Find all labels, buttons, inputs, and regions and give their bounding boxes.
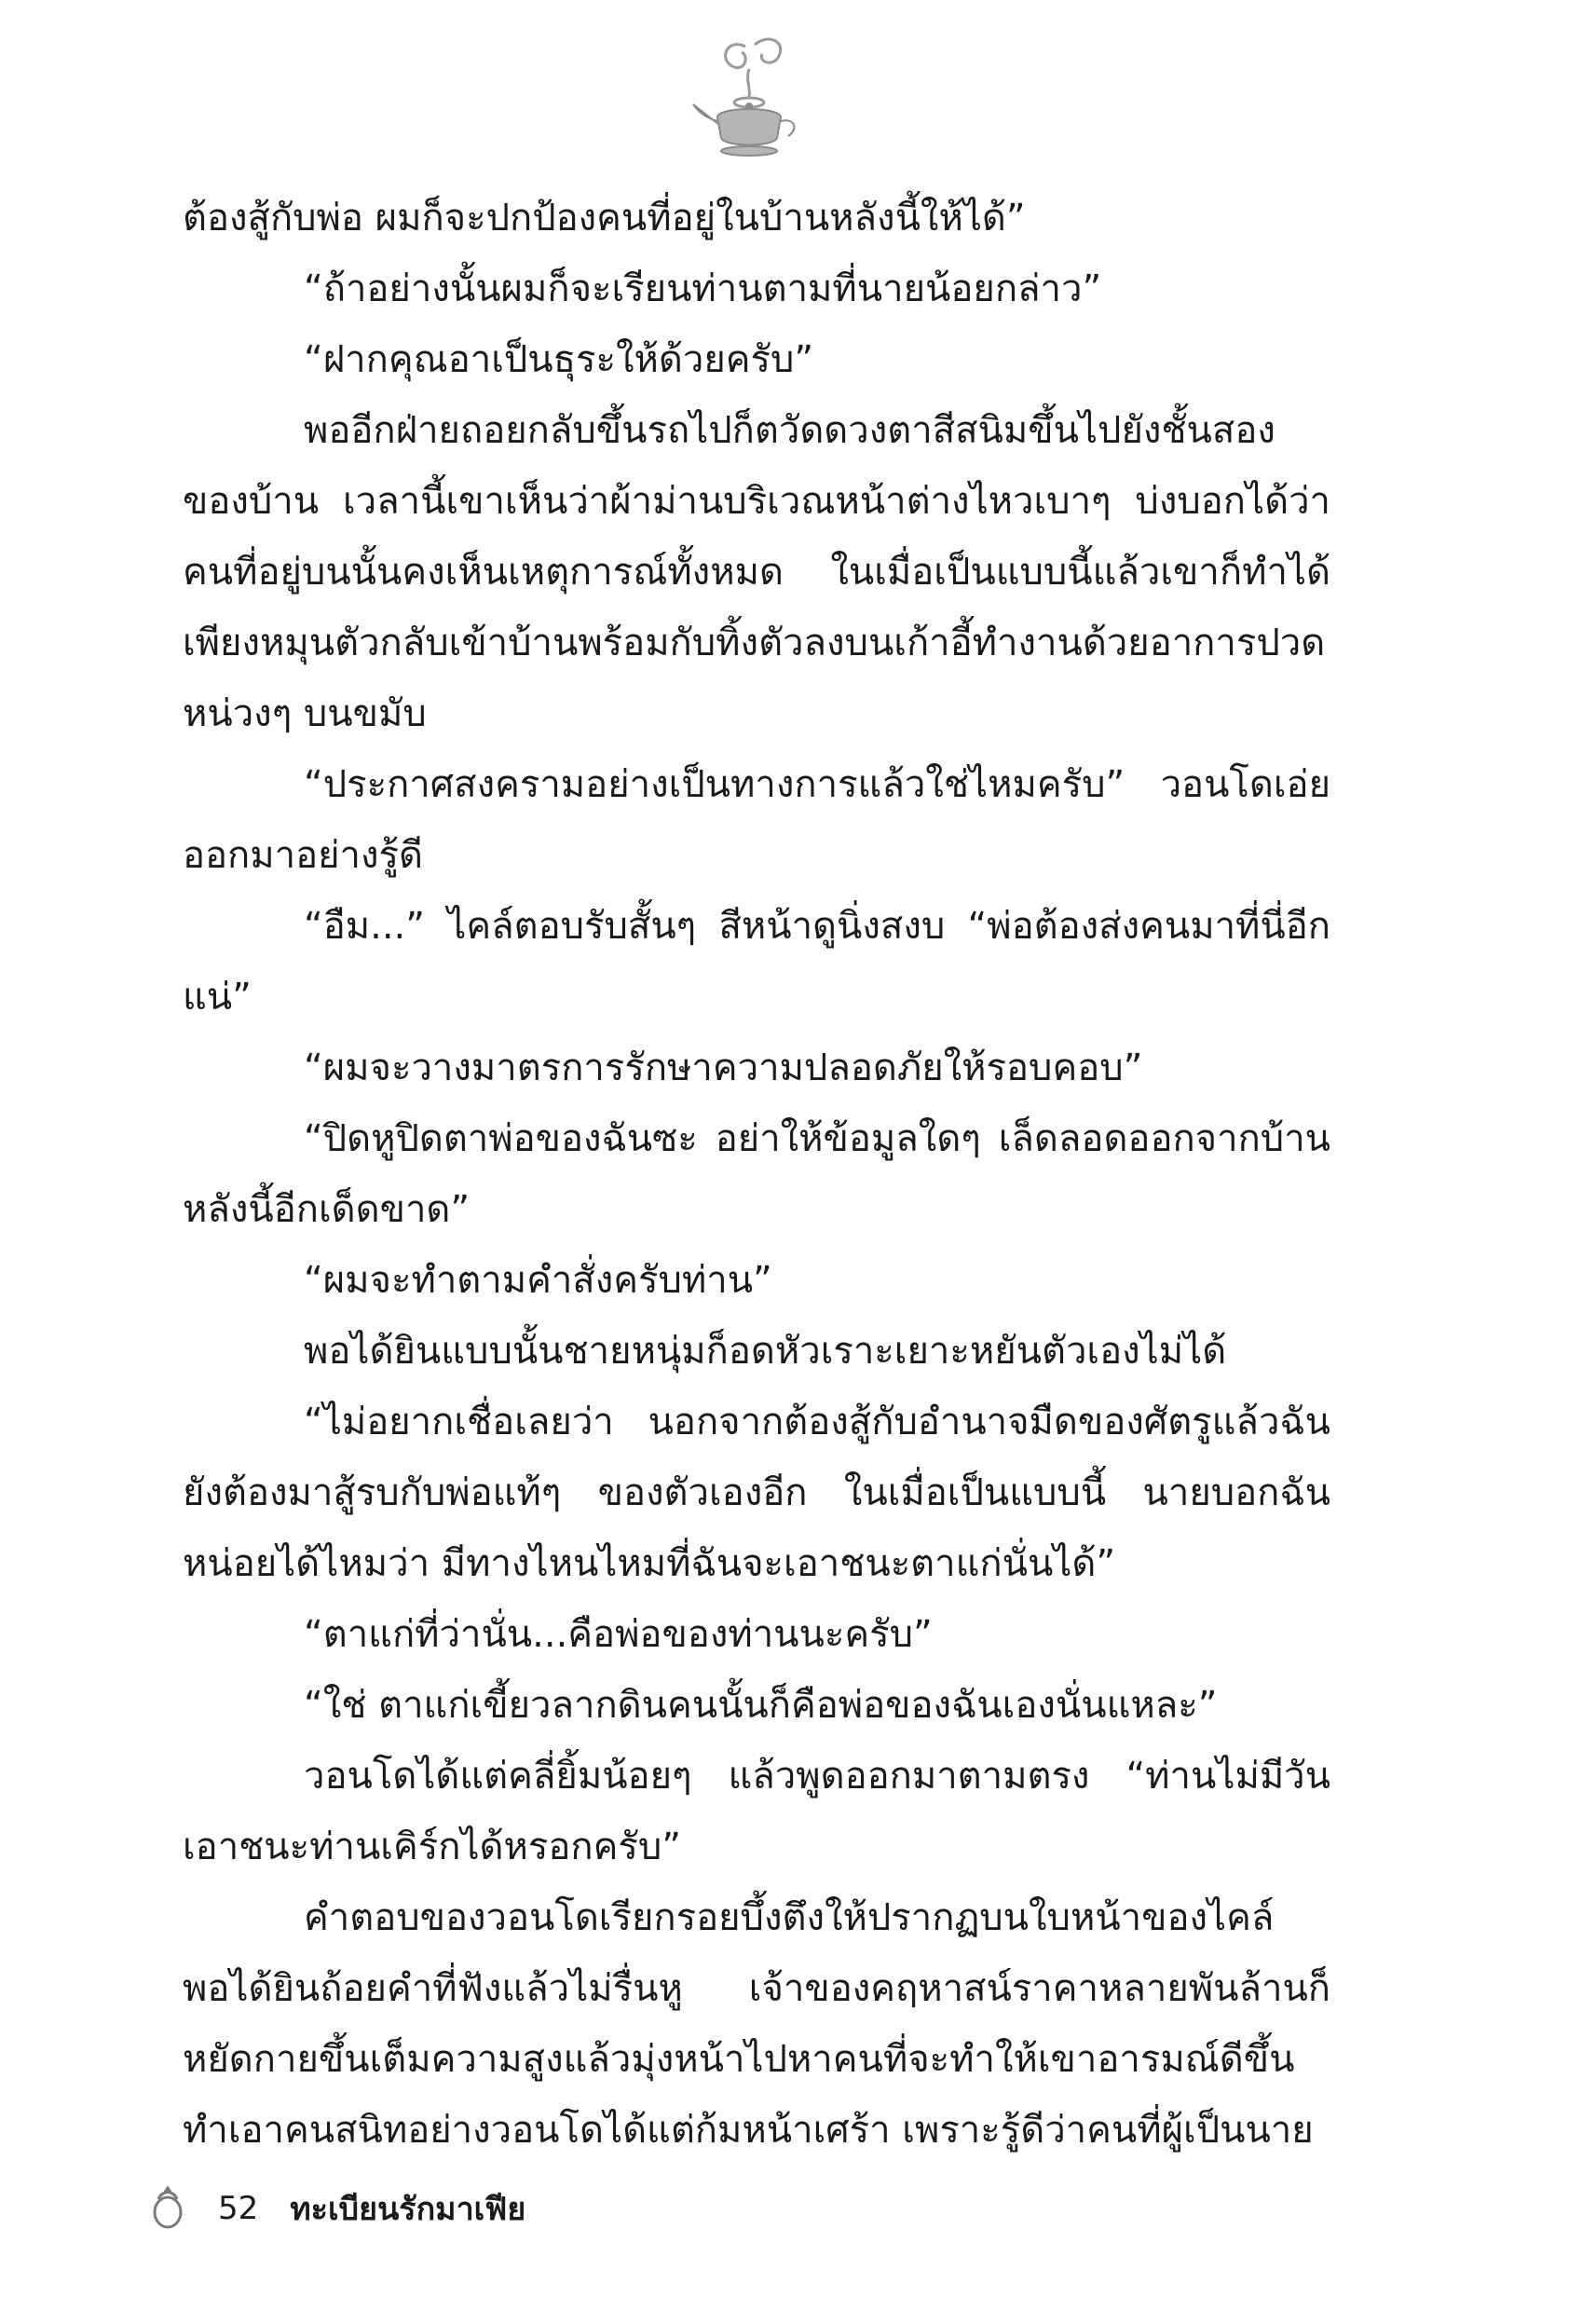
body-text <box>183 183 1330 2166</box>
paragraph: “ใช่ ตาแก่เขี้ยวลากดินคนนั้นก็คือพ่อของฉันเองนั่นแหละ” <box>304 1684 1218 1727</box>
paragraph: “ตาแก่ที่ว่านั่น...คือพ่อของท่านนะครับ” <box>304 1613 933 1656</box>
page-footer <box>149 2181 525 2236</box>
paragraph: “ถ้าอย่างนั้นผมก็จะเรียนท่านตามที่นายน้อยกล่าว” <box>304 267 1102 310</box>
paragraph: ต้องสู้กับพ่อ ผมก็จะปกป้องคนที่อยู่ในบ้านหลังนี้ให้ได้” <box>183 197 1026 239</box>
paragraph: “ฝากคุณอาเป็นธุระให้ด้วยครับ” <box>304 338 814 381</box>
paragraph: พอได้ยินแบบนั้นชายหนุ่มก็อดหัวเราะเยาะหยันตัวเองไม่ได้ <box>304 1330 1227 1373</box>
paragraph: คำตอบของวอนโดเรียกรอยบึ้งตึงให้ปรากฏบนใบหน้าของไคล์พอได้ยินถ้อยคำที่ฟังแล้วไม่รื่นหู เจ้าของคฤหาสน์ราคาหลายพันล้านก็หยัดกายขึ้นเต็มความสูงแล้วมุ่งหน้าไปหาคนที่จะทำให้เขาอารมณ์ดีขึ้นทำเอาคนสนิทอย่างวอนโดได้แต่ก้มหน้าเศร้า เพราะรู้ดีว่าคนที่ผู้เป็นนาย <box>183 1896 1330 2152</box>
ring-ornament-icon <box>149 2186 186 2231</box>
page-number: 52 <box>218 2190 259 2227</box>
paragraph: “ประกาศสงครามอย่างเป็นทางการแล้วใช่ไหมครับ” วอนโดเอ่ยออกมาอย่างรู้ดี <box>183 763 1330 877</box>
paragraph: “ผมจะวางมาตรการรักษาความปลอดภัยให้รอบคอบ” <box>304 1046 1143 1089</box>
paragraph: “ปิดหูปิดตาพ่อของฉันซะ อย่าให้ข้อมูลใดๆ เล็ดลอดออกจากบ้านหลังนี้อีกเด็ดขาด” <box>183 1117 1330 1231</box>
paragraph: วอนโดได้แต่คลี่ยิ้มน้อยๆ แล้วพูดออกมาตามตรง “ท่านไม่มีวันเอาชนะท่านเคิร์กได้หรอกครับ” <box>183 1755 1330 1868</box>
paragraph: “ผมจะทำตามคำสั่งครับท่าน” <box>304 1259 772 1302</box>
paragraph: “ไม่อยากเชื่อเลยว่า นอกจากต้องสู้กับอำนาจมืดของศัตรูแล้วฉันยังต้องมาสู้รบกับพ่อแท้ๆ ของตัวเองอีก ในเมื่อเป็นแบบนี้ นายบอกฉันหน่อยได้ไหมว่า มีทางไหนไหมที่ฉันจะเอาชนะตาแก่นั่นได้” <box>183 1401 1330 1585</box>
book-title: ทะเบียนรักมาเฟีย <box>290 2191 526 2228</box>
paragraph: “อืม...” ไคล์ตอบรับสั้นๆ สีหน้าดูนิ่งสงบ “พ่อต้องส่งคนมาที่นี่อีกแน่” <box>183 905 1330 1019</box>
paragraph: พออีกฝ่ายถอยกลับขึ้นรถไปก็ตวัดดวงตาสีสนิมขึ้นไปยังชั้นสองของบ้าน เวลานี้เขาเห็นว่าผ้าม่านบริเวณหน้าต่างไหวเบาๆ บ่งบอกได้ว่าคนที่อยู่บนนั้นคงเห็นเหตุการณ์ทั้งหมด ในเมื่อเป็นแบบนี้แล้วเขาก็ทำได้เพียงหมุนตัวกลับเข้าบ้านพร้อมกับทิ้งตัวลงบนเก้าอี้ทำงานด้วยอาการปวดหน่วงๆ บนขมับ <box>183 409 1330 735</box>
teapot-ornament-icon <box>689 28 811 168</box>
